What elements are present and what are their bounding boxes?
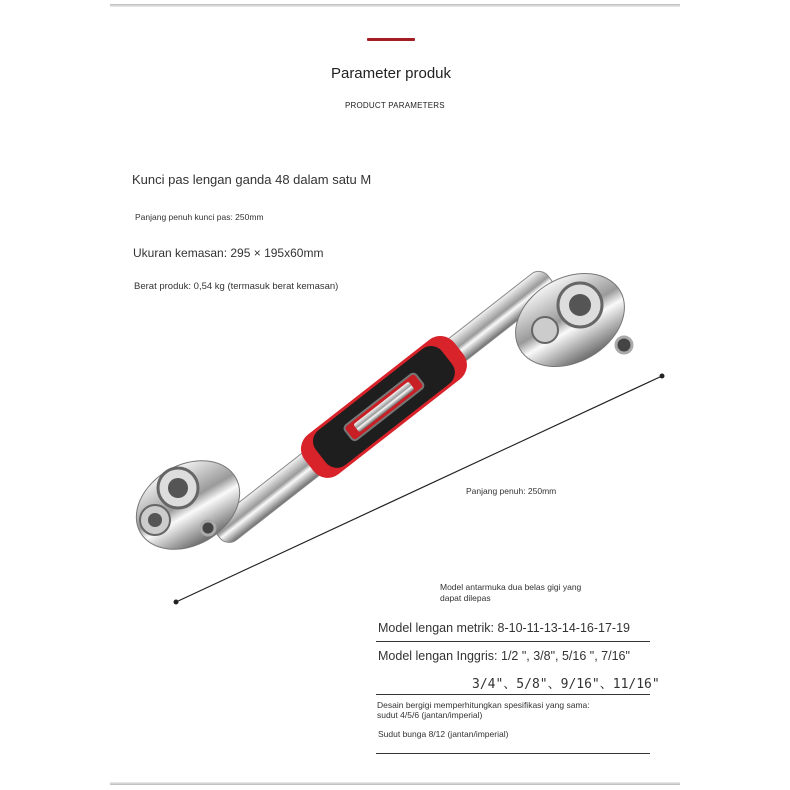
- wrench-head-bottom: [120, 443, 255, 567]
- interface-note-2: dapat dilepas: [440, 593, 491, 603]
- wrench-head-top: [499, 255, 641, 386]
- divider: [376, 753, 650, 754]
- interface-note-1: Model antarmuka dua belas gigi yang: [440, 582, 582, 592]
- flower-angle-note: Sudut bunga 8/12 (jantan/imperial): [378, 729, 509, 739]
- divider: [376, 694, 650, 695]
- imperial-sizes: Model lengan Inggris: 1/2 ", 3/8", 5/16 ", 7/16": [378, 649, 630, 663]
- page-title-text: Parameter produk: [330, 65, 452, 82]
- design-note-1: Desain bergigi memperhitungkan spesifikasi yang sama:: [377, 700, 590, 710]
- divider: [376, 641, 650, 642]
- page-subtitle: PRODUCT PARAMETERS: [345, 101, 445, 110]
- dimension-label: Panjang penuh: 250mm: [466, 486, 557, 496]
- product-name: Kunci pas lengan ganda 48 dalam satu M: [132, 172, 372, 187]
- weight-spec: Berat produk: 0,54 kg (termasuk berat kemasan): [134, 281, 339, 292]
- design-note-2: sudut 4/5/6 (jantan/imperial): [377, 710, 483, 720]
- package-size-spec: Ukuran kemasan: 295 × 195x60mm: [133, 246, 324, 260]
- metric-sizes: Model lengan metrik: 8-10-11-13-14-16-17-19: [378, 621, 630, 635]
- imperial-sizes-continued: 3/4"、5/8"、9/16"、11/16": [472, 677, 660, 692]
- full-length-spec: Panjang penuh kunci pas: 250mm: [135, 212, 264, 222]
